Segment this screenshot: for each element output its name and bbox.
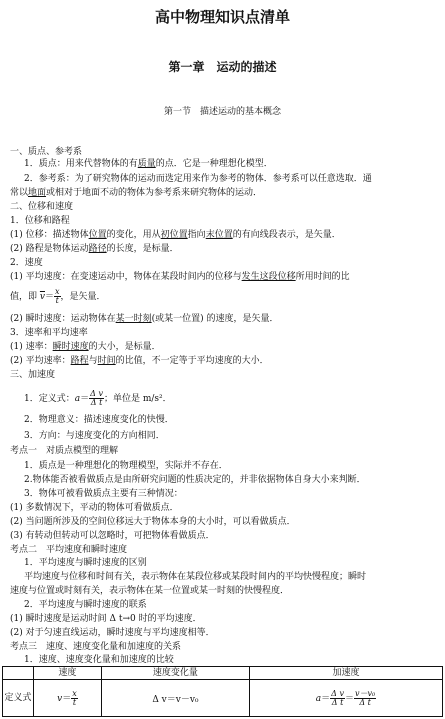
comparison-table bbox=[2, 666, 443, 717]
text-line: 常以地面或相对于地面不动的物体为参考系来研究物体的运动． bbox=[10, 188, 263, 198]
velocity-definition-cell: v＝ $\frac{x}{t}$ bbox=[34, 680, 102, 717]
text-line: (2) 平均速率：路程与时间的比值，不一定等于平均速度的大小． bbox=[10, 356, 269, 366]
heading-topic-3: 考点三 速度、速度变化量和加速度的关系 bbox=[10, 642, 182, 652]
table-header-cell: 速度 bbox=[34, 667, 102, 680]
heading-topic-2: 考点二 平均速度和瞬时速度 bbox=[10, 545, 128, 555]
text-line: (1) 位移：描述物体位置的变化，用从初位置指向末位置的有向线段表示，是矢量． bbox=[10, 230, 341, 240]
text-line: (1) 速率：瞬时速度的大小，是标量． bbox=[10, 342, 161, 352]
table-header-cell bbox=[3, 667, 34, 680]
text-line: 平均速度与位移和时间有关，表示物体在某段位移或某段时间内的平均快慢程度；瞬时 bbox=[24, 572, 367, 582]
average-velocity-formula: 值，即 $\overline{v}=$ $\frac{x}{t}$ ，是矢量． bbox=[10, 287, 106, 305]
text-line: (2) 对于匀速直线运动，瞬时速度与平均速度相等． bbox=[10, 628, 215, 638]
chapter-heading: 第一章 运动的描述 bbox=[168, 60, 277, 74]
text-line: (2) 当问题所涉及的空间位移远大于物体本身的大小时，可以看做质点． bbox=[10, 517, 296, 527]
table-row-label: 定义式 bbox=[3, 680, 34, 717]
text-line: 1．速度、速度变化量和加速度的比较 bbox=[24, 655, 174, 665]
text-line: (2) 路程是物体运动路径的长度，是标量． bbox=[10, 244, 179, 254]
heading-acceleration: 三、加速度 bbox=[10, 370, 56, 380]
text-line: 2．速度 bbox=[10, 258, 43, 268]
text-line: (1) 多数情况下，平动的物体可看做质点． bbox=[10, 503, 179, 513]
table-header-cell: 加速度 bbox=[250, 667, 443, 680]
text-line: 2.物体能否被看做质点是由所研究问题的性质决定的，并非依据物体自身大小来判断． bbox=[24, 475, 366, 485]
text-line: 1．质点是一种理想化的物理模型，实际并不存在． bbox=[24, 461, 228, 471]
text-line: 1．质点：用来代替物体的有质量的点．它是一种理想化模型． bbox=[24, 159, 273, 169]
table-header-row bbox=[3, 667, 443, 680]
acceleration-definition-cell: a＝ $\frac{\text{Δ v}}{\text{Δ t}}$ ＝ $\frac{\text{v－v₀}}{\text{Δ t}}$ bbox=[250, 680, 443, 717]
document-title: 高中物理知识点清单 bbox=[154, 8, 290, 26]
text-line: (1) 平均速度：在变速运动中，物体在某段时间内的位移与发生这段位移所用时间的比 bbox=[10, 272, 350, 282]
text-line: 2．平均速度与瞬时速度的联系 bbox=[24, 600, 147, 610]
text-line: 2．物理意义：描述速度变化的快慢． bbox=[24, 415, 174, 425]
table-header-cell: 速度变化量 bbox=[101, 667, 249, 680]
text-line: (2) 瞬时速度：运动物体在某一时刻(或某一位置) 的速度，是矢量． bbox=[10, 314, 279, 324]
text-line: 1．平均速度与瞬时速度的区别 bbox=[24, 558, 147, 568]
text-line: 1．位移和路程 bbox=[10, 216, 70, 226]
heading-displacement-velocity: 二、位移和速度 bbox=[10, 202, 74, 212]
text-line: 速度与位置或时刻有关，表示物体在某一位置或某一时刻的快慢程度． bbox=[10, 586, 290, 596]
heading-particle-reference: 一、质点、参考系 bbox=[10, 147, 83, 157]
text-line: 2．参考系：为了研究物体的运动而选定用来作为参考的物体．参考系可以任意选取．通 bbox=[24, 174, 372, 184]
delta-v-definition-cell: Δ v＝v－v₀ bbox=[101, 680, 249, 717]
text-line: 3．方向：与速度变化的方向相同． bbox=[24, 431, 165, 441]
text-line: 3．速率和平均速率 bbox=[10, 328, 88, 338]
table-row bbox=[3, 680, 443, 717]
acceleration-formula: 1．定义式：a＝ $\frac{\text{Δ v}}{\text{Δ t}}$ ；单位是 m/s²． bbox=[24, 389, 172, 407]
section-heading: 第一节 描述运动的基本概念 bbox=[163, 107, 281, 117]
text-line: 3．物体可被看做质点主要有三种情况： bbox=[24, 489, 183, 499]
heading-topic-1: 考点一 对质点模型的理解 bbox=[10, 446, 119, 456]
text-line: (3) 有转动但转动可以忽略时，可把物体看做质点． bbox=[10, 531, 215, 541]
text-line: (1) 瞬时速度是运动时间 Δ t→0 时的平均速度． bbox=[10, 614, 202, 624]
